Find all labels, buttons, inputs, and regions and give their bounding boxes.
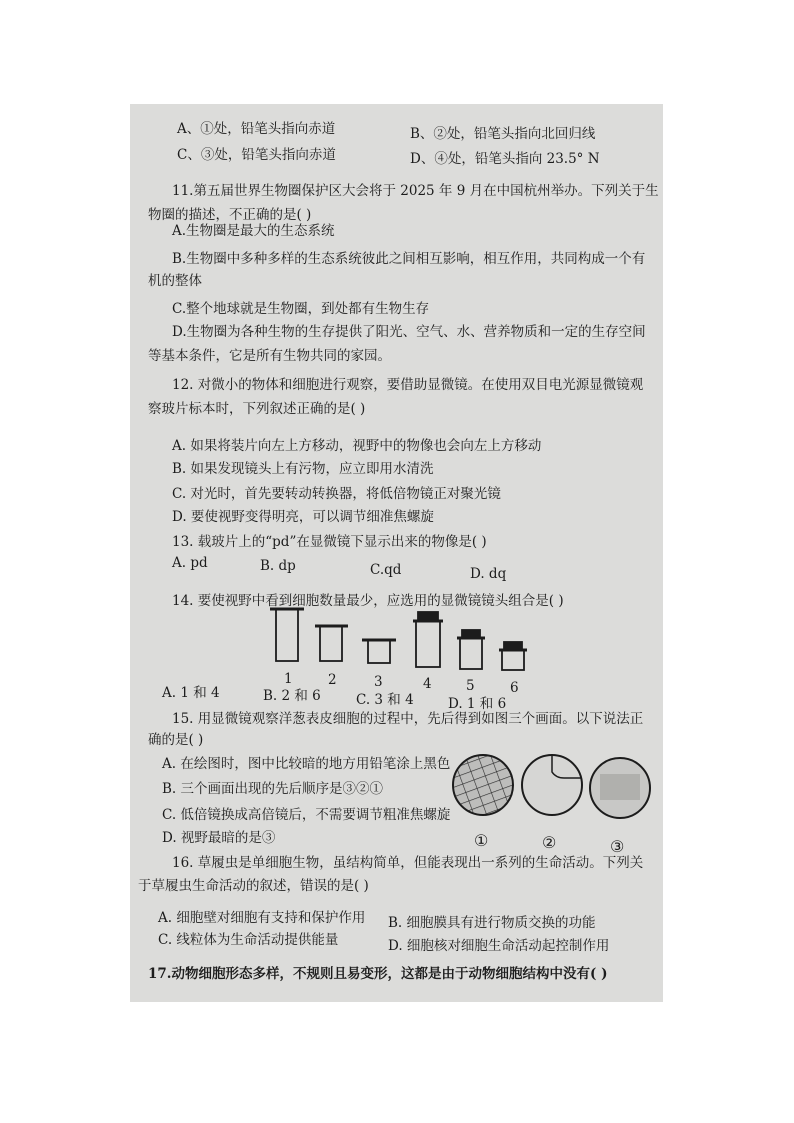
q12-stem-line2: 察玻片标本时，下列叙述正确的是( ) xyxy=(148,401,366,417)
q14-option-b: B. 2 和 6 xyxy=(263,688,321,704)
q15-stem-line1: 15. 用显微镜观察洋葱表皮细胞的过程中，先后得到如图三个画面。以下说法正 xyxy=(172,711,644,727)
q13-stem: 13. 载玻片上的“pd”在显微镜下显示出来的物像是( ) xyxy=(172,534,487,550)
q13-option-a: A. pd xyxy=(172,555,208,571)
lens-label-6: 6 xyxy=(510,680,519,696)
q14-option-a: A. 1 和 4 xyxy=(162,685,220,701)
q13-option-b: B. dp xyxy=(260,558,296,574)
q17-stem: 17.动物细胞形态多样，不规则且易变形，这都是由于动物细胞结构中没有( ) xyxy=(148,966,608,982)
lens-4-objective xyxy=(416,621,440,667)
q14-lens-figure xyxy=(260,604,540,694)
q12-option-b: B. 如果发现镜头上有污物，应立即用水清洗 xyxy=(172,461,434,477)
lens-5-objective xyxy=(460,638,482,669)
lens-label-3: 3 xyxy=(374,674,383,690)
q14-option-c: C. 3 和 4 xyxy=(356,692,414,708)
q12-stem-line1: 12. 对微小的物体和细胞进行观察，要借助显微镜。在使用双目电光源显微镜观 xyxy=(172,377,644,393)
view-1-circle xyxy=(453,755,513,815)
lens-label-2: 2 xyxy=(328,672,337,688)
q15-option-d: D. 视野最暗的是③ xyxy=(162,830,276,846)
q11-option-b-line2: 机的整体 xyxy=(148,273,202,289)
lens-label-5: 5 xyxy=(466,678,475,694)
q15-option-b: B. 三个画面出现的先后顺序是③②① xyxy=(162,781,384,797)
q11-option-c: C.整个地球就是生物圈，到处都有生物生存 xyxy=(172,301,430,317)
q10-option-c: C、③处，铅笔头指向赤道 xyxy=(177,147,336,163)
q11-option-a: A.生物圈是最大的生态系统 xyxy=(172,223,335,239)
lens-1-eyepiece xyxy=(276,609,298,661)
q13-option-c: C.qd xyxy=(370,562,402,578)
q13-option-d: D. dq xyxy=(470,566,507,582)
q12-option-a: A. 如果将装片向左上方移动，视野中的物像也会向左上方移动 xyxy=(172,438,542,454)
q15-stem-line2: 确的是( ) xyxy=(148,732,204,748)
q14-stem: 14. 要使视野中看到细胞数量最少，应选用的显微镜镜头组合是( ) xyxy=(172,593,564,609)
lens-3-eyepiece xyxy=(368,640,390,663)
q11-option-b-line1: B.生物圈中多种多样的生态系统彼此之间相互影响，相互作用，共同构成一个有 xyxy=(172,251,646,267)
q11-option-d-line2: 等基本条件，它是所有生物共同的家园。 xyxy=(148,348,391,364)
q12-option-c: C. 对光时，首先要转动转换器，将低倍物镜正对聚光镜 xyxy=(172,486,501,502)
q16-option-d: D. 细胞核对细胞生命活动起控制作用 xyxy=(388,938,610,954)
view-label-2: ② xyxy=(542,833,557,852)
q15-option-a: A. 在绘图时，图中比较暗的地方用铅笔涂上黑色 xyxy=(162,756,451,772)
lens-label-1: 1 xyxy=(284,671,293,687)
lens-2-eyepiece xyxy=(320,626,342,661)
q16-stem-line2: 于草履虫生命活动的叙述，错误的是( ) xyxy=(138,878,369,894)
view-label-1: ① xyxy=(474,831,489,850)
exam-paper-photo xyxy=(130,104,663,1002)
q16-option-a: A. 细胞壁对细胞有支持和保护作用 xyxy=(158,910,366,926)
view-label-3: ③ xyxy=(610,837,625,856)
q10-option-a: A、①处，铅笔头指向赤道 xyxy=(177,121,336,137)
q12-option-d: D. 要使视野变得明亮，可以调节细准焦螺旋 xyxy=(172,509,434,525)
lens-6-objective xyxy=(502,650,524,670)
q16-stem-line1: 16. 草履虫是单细胞生物，虽结构简单，但能表现出一系列的生命活动。下列关 xyxy=(172,855,644,871)
q16-option-b: B. 细胞膜具有进行物质交换的功能 xyxy=(388,915,596,931)
lens-label-4: 4 xyxy=(423,676,432,692)
q16-option-c: C. 线粒体为生命活动提供能量 xyxy=(158,932,339,948)
q10-option-b: B、②处，铅笔头指向北回归线 xyxy=(410,126,596,142)
q11-stem-line2: 物圈的描述，不正确的是( ) xyxy=(148,207,312,223)
q10-option-d: D、④处，铅笔头指向 23.5° N xyxy=(410,151,600,167)
q14-option-d: D. 1 和 6 xyxy=(448,696,507,712)
view-2-circle xyxy=(522,755,585,815)
q11-option-d-line1: D.生物圈为各种生物的生存提供了阳光、空气、水、营养物质和一定的生存空间 xyxy=(172,324,646,340)
q15-option-c: C. 低倍镜换成高倍镜后，不需要调节粗准焦螺旋 xyxy=(162,807,451,823)
q11-stem-line1: 11.第五届世界生物圈保护区大会将于 2025 年 9 月在中国杭州举办。下列关于生 xyxy=(172,183,659,199)
view-3-circle xyxy=(590,758,650,818)
